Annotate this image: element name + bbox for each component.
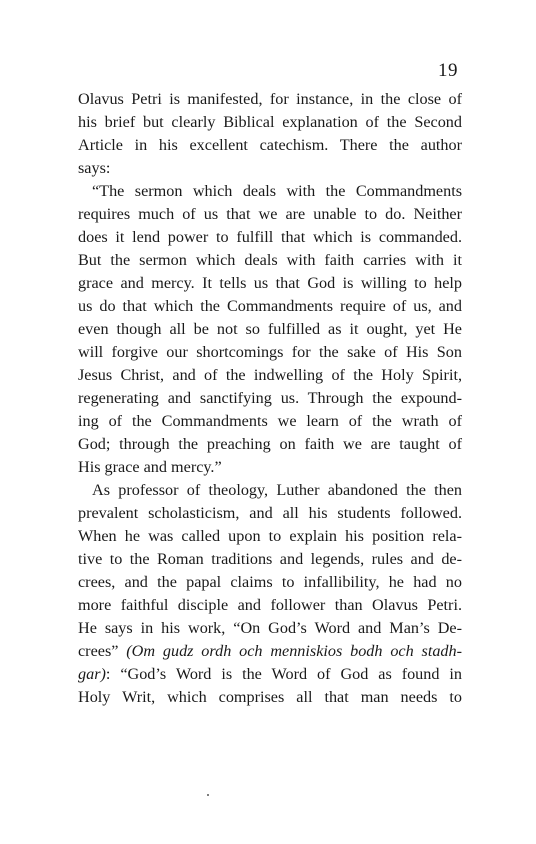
body-text xyxy=(78,88,462,709)
text-line: us do that which the Commandments require of us, and xyxy=(78,297,462,315)
text-line: ing of the Commandments we learn of the wrath of xyxy=(78,412,462,430)
text-line: But the sermon which deals with faith carries with it xyxy=(78,251,462,269)
text-line: his brief but clearly Biblical explanation of the Second xyxy=(78,113,462,131)
italic-title-segment: (Om gudz ordh och menniskios bodh och stadh- xyxy=(126,642,463,660)
text-line: tive to the Roman traditions and legends, rules and de- xyxy=(78,550,462,568)
text-line: Jesus Christ, and of the indwelling of the Holy Spirit, xyxy=(78,366,462,384)
text-line: Article in his excellent catechism. There the author xyxy=(78,136,462,154)
text-line: requires much of us that we are unable to do. Neither xyxy=(78,205,462,223)
text-line: grace and mercy. It tells us that God is willing to help xyxy=(78,274,462,292)
print-speck xyxy=(207,794,209,796)
text-line: crees, and the papal claims to infallibility, he had no xyxy=(78,573,462,591)
text-line xyxy=(78,640,462,663)
text-line: “The sermon which deals with the Commandments xyxy=(92,182,462,200)
text-line xyxy=(78,663,462,686)
text-line: God; through the preaching on faith we are taught of xyxy=(78,435,462,453)
text-line: When he was called upon to explain his position rela- xyxy=(78,527,462,545)
text-line: Olavus Petri is manifested, for instance, in the close of xyxy=(78,90,462,108)
text-segment: : “God’s Word is the Word of God as found in xyxy=(105,665,462,683)
text-line: will forgive our shortcomings for the sake of His Son xyxy=(78,343,462,361)
text-line: more faithful disciple and follower than Olavus Petri. xyxy=(78,596,462,614)
text-line: even though all be not so fulfilled as it ought, yet He xyxy=(78,320,462,338)
text-line: does it lend power to fulfill that which is commanded. xyxy=(78,228,462,246)
italic-title-segment: gar) xyxy=(78,665,106,683)
text-line: prevalent scholasticism, and all his students followed. xyxy=(78,504,462,522)
text-line: He says in his work, “On God’s Word and Man’s De- xyxy=(78,619,462,637)
text-line: says: xyxy=(78,159,111,177)
text-line: His grace and mercy.” xyxy=(78,458,222,476)
text-line: As professor of theology, Luther abandoned the then xyxy=(92,481,462,499)
text-line: Holy Writ, which comprises all that man needs to xyxy=(78,688,462,706)
text-line: regenerating and sanctifying us. Through the expound- xyxy=(78,389,462,407)
text-segment: crees” xyxy=(78,642,127,660)
page-number: 19 xyxy=(438,60,458,81)
